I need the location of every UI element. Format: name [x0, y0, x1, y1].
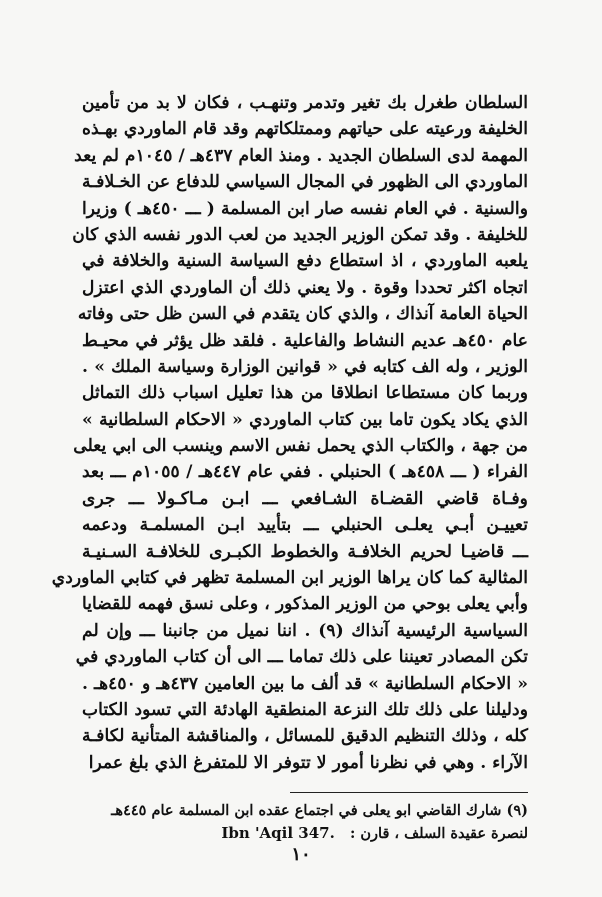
text-line: الآراء . وهي في نظرنا أمور لا تتوفر الا للمتفرغ الذي بلغ عمرا: [88, 752, 528, 773]
footnote-reference: Ibn 'Aqil 347.: [221, 824, 335, 842]
footnote-separator: [290, 792, 528, 793]
text-line: والسنية . في العام نفسه صار ابن المسلمة ( ـــ ٤٥٠هـ ) وزيرا: [82, 198, 528, 219]
text-line: المهمة لدى السلطان الجديد . ومنذ العام ٤٣٧هـ / ١٠٤٥م لم يعد: [74, 145, 528, 166]
text-line: الماوردي الى الظهور في المجال السياسي للدفاع عن الخـلافـة: [82, 172, 528, 193]
text-line: تعييـن أبـي يعلـى الحنبلي ـــ بتأييد ابـن المسلمـة ودعمه: [82, 515, 528, 536]
footnote-line: (٩) شارك القاضي ابو يعلى في اجتماع عقده ابن المسلمة عام ٤٤٥هـ: [111, 802, 528, 819]
text-line: للخليفة . وقد تمكن الوزير الجديد من لعب الدور نفسه الذي كان: [72, 224, 528, 245]
text-line: وفـاة قاضي القضـاة الشـافعي ـــ ابـن مـاكـولا ـــ جرى: [82, 488, 528, 509]
footnote-text: لنصرة عقيدة السلف ، قارن :: [349, 825, 528, 842]
page-number: ١٠: [291, 844, 311, 865]
footnote-line: [82, 822, 528, 844]
footnotes: [82, 800, 528, 844]
text-line: وأبي يعلى بوحي من الوزير المذكور ، وعلى نسق فهمه للقضايا: [82, 594, 528, 615]
text-line: الذي يكاد يكون تاما بين كتاب الماوردي « الاحكام السلطانية »: [82, 409, 528, 430]
text-line: السياسية الرئيسية آنذاك (٩) . اننا نميل من جانبنا ـــ وإن لم: [82, 620, 528, 641]
text-line: كله ، وذلك التنظيم الدقيق للمسائل ، والمناقشة المتأنية لكافـة: [82, 726, 528, 747]
text-line: عام ٤٥٠هـ عديم النشاط والفاعلية . فلقد ظل يؤثر في محيـط: [82, 330, 528, 351]
text-line: الحياة العامة آنذاك ، والذي كان يتقدم في السن ظل حتى وفاته: [77, 304, 528, 325]
text-line: يلعبه الماوردي ، اذ استطاع دفع السياسة السنية والخلافة في: [82, 251, 528, 272]
text-line: ـــ قاضيـا لحريم الخلافـة والخطوط الكبـرى للخلافـة السـنيـة: [82, 541, 528, 562]
text-line: اتجاه اكثر تحددا وقوة . ولا يعني ذلك أن الماوردي الذي اعتزل: [82, 277, 528, 298]
text-line: المثالية كما كان يراها الوزير ابن المسلمة تظهر في كتابي الماوردي: [51, 568, 528, 589]
text-line: السلطان طغرل بك تغير وتدمر وتنهـب ، فكان لا بد من تأمين: [82, 93, 528, 113]
text-line: ودليلنا على ذلك تلك النزعة المنطقية الهادئة التي تسود الكتاب: [82, 699, 528, 720]
text-line: الخليفة ورعيته على حياتهم وممتلكاتهم وقد قام الماوردي بهـذه: [82, 119, 528, 140]
text-line: « الاحكام السلطانية » قد ألف ما بين العامين ٤٣٧هـ و ٤٥٠هـ .: [82, 673, 528, 694]
text-line: الفراء ( ـــ ٤٥٨هـ ) الحنبلي . ففي عام ٤٤٧هـ / ١٠٥٥م ـــ بعد: [82, 462, 528, 483]
text-line: تكن المصادر تعيننا على ذلك تماما ـــ الى أن كتاب الماوردي في: [75, 647, 528, 668]
text-line: من جهة ، والكتاب الذي يحمل نفس الاسم وينسب الى ابي يعلى: [73, 436, 528, 457]
text-line: الوزير ، وله الف كتابه في « قوانين الوزارة وسياسة الملك » .: [82, 356, 528, 377]
text-line: وربما كان مستطاعا انطلاقا من هذا تعليل اسباب ذلك التماثل: [82, 383, 528, 404]
body-text: [51, 90, 528, 776]
